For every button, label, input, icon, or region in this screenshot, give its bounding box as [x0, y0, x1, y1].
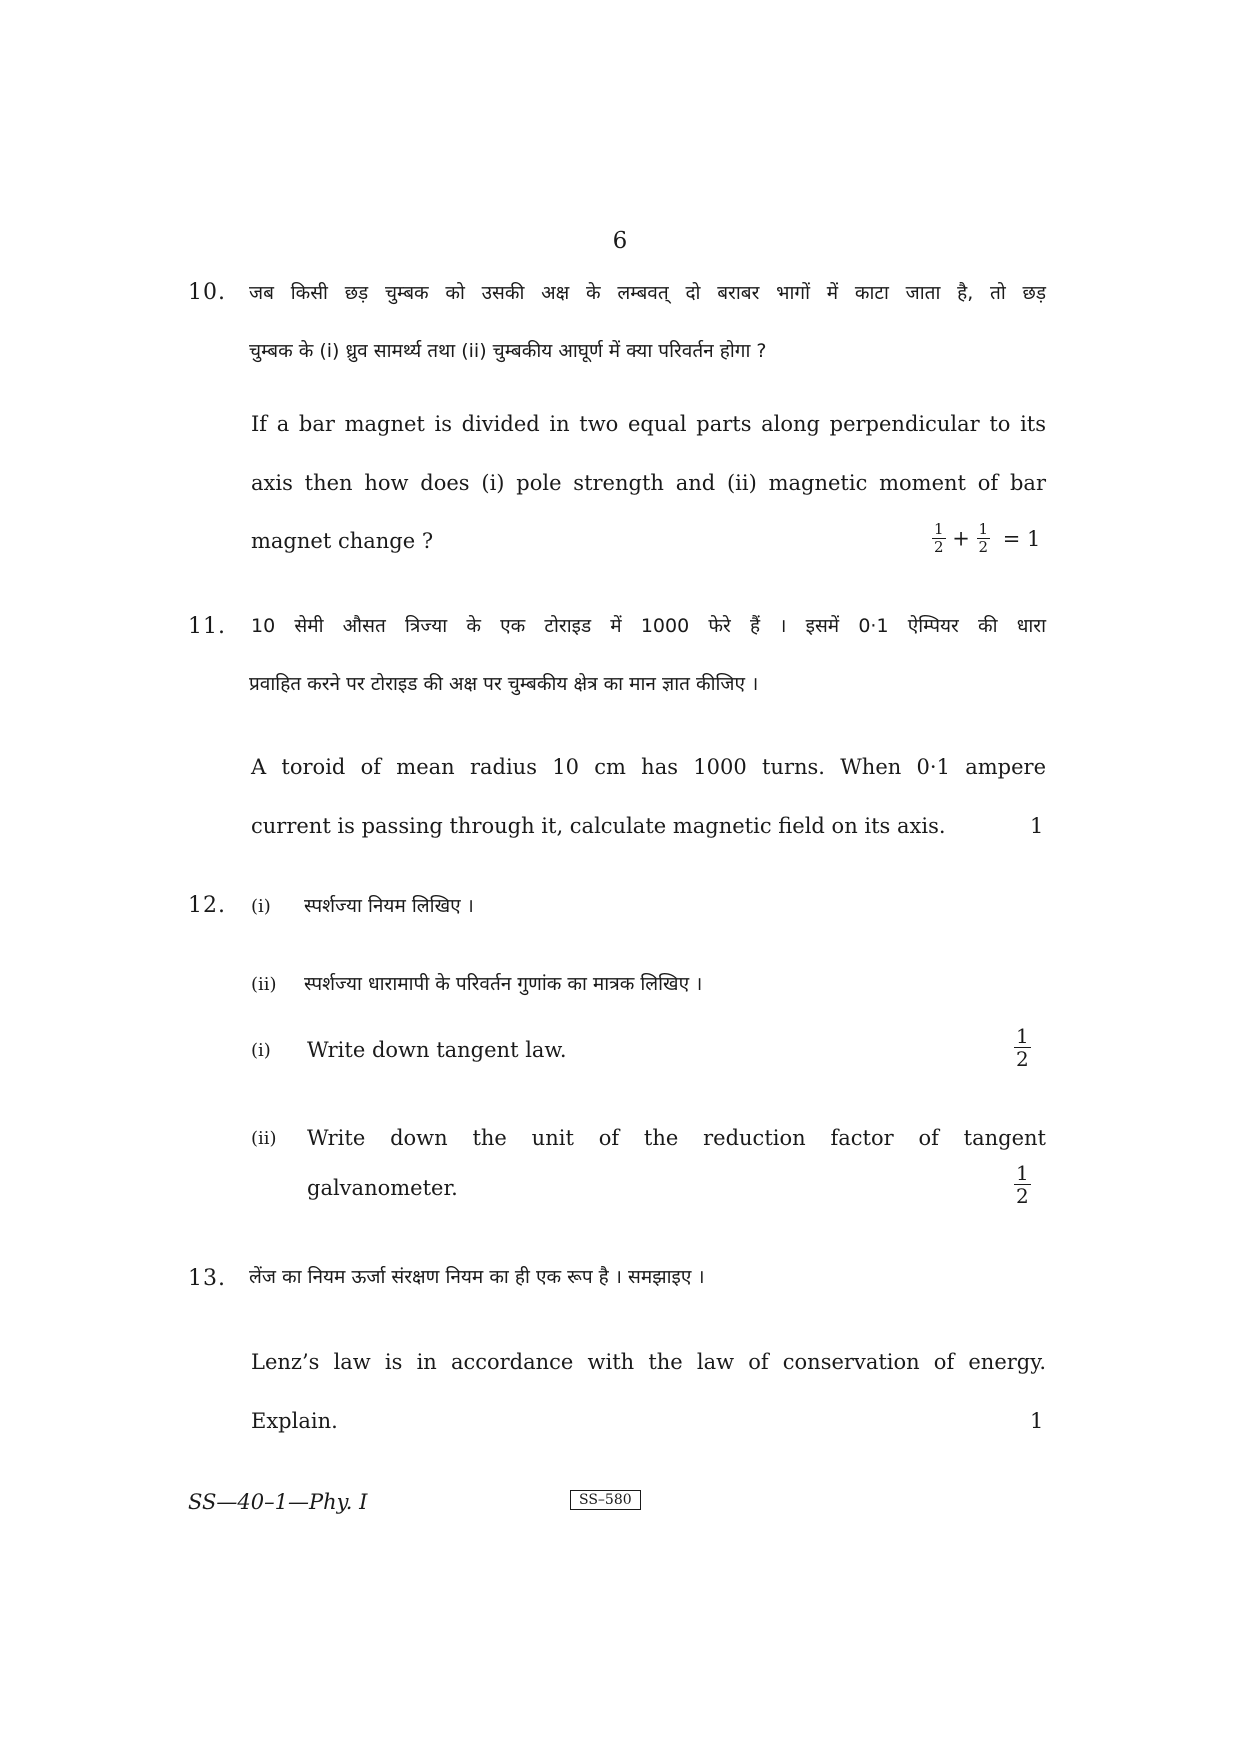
question-12-part-label: (i) — [251, 1040, 271, 1061]
page-number: 6 — [612, 228, 628, 254]
question-12-part-i-hindi: स्पर्शज्या नियम लिखिए । — [304, 895, 474, 917]
marks-fraction: $\frac{1}{2}$ — [934, 520, 944, 556]
question-10-number: 10. — [188, 280, 226, 305]
question-12-part-ii-hindi: स्पर्शज्या धारामापी के परिवर्तन गुणांक का मात्रक लिखिए । — [304, 973, 703, 995]
marks-fraction: $\frac{1}{2}$ — [1016, 1161, 1029, 1208]
question-12-part-i-marks — [1014, 1026, 1031, 1069]
question-12-part-ii-english-line-2: galvanometer. — [307, 1176, 458, 1200]
question-13-number: 13. — [188, 1266, 226, 1291]
question-11-english-line-2: current is passing through it, calculate magnetic field on its axis. — [251, 814, 946, 838]
question-10-english-line-1: If a bar magnet is divided in two equal parts along perpendicular to its — [251, 412, 1046, 436]
paper-code: SS—40–1—Phy. I — [188, 1490, 368, 1514]
question-12-number: 12. — [188, 893, 226, 918]
question-13-hindi-line-1: लेंज का नियम ऊर्जा संरक्षण नियम का ही एक रूप है । समझाइए । — [249, 1266, 705, 1288]
question-12-part-ii-english-line-1: Write down the unit of the reduction factor of tangent — [307, 1126, 1046, 1150]
question-11-marks: 1 — [1030, 814, 1044, 838]
question-12-part-i-english: Write down tangent law. — [307, 1038, 567, 1062]
question-11-hindi-line-2: प्रवाहित करने पर टोराइड की अक्ष पर चुम्बकीय क्षेत्र का मान ज्ञात कीजिए । — [249, 673, 759, 695]
question-12-part-label: (ii) — [251, 974, 277, 995]
question-10-english-line-3: magnet change ? — [251, 529, 434, 553]
question-12-part-label: (ii) — [251, 1128, 277, 1149]
question-10-hindi-line-2: चुम्बक के (i) ध्रुव सामर्थ्य तथा (ii) चुम्बकीय आघूर्ण में क्या परिवर्तन होगा ? — [249, 340, 767, 362]
question-13-marks: 1 — [1030, 1409, 1044, 1433]
question-10-hindi-line-1: जब किसी छड़ चुम्बक को उसकी अक्ष के लम्बवत् दो बराबर भागों में काटा जाता है, तो छड़ — [249, 282, 1046, 304]
question-12-part-ii-marks — [1014, 1163, 1031, 1206]
marks-fraction: $\frac{1}{2}$ — [1016, 1024, 1029, 1071]
question-13-english-line-2: Explain. — [251, 1409, 338, 1433]
question-10-english-line-2: axis then how does (i) pole strength and (ii) magnetic moment of bar — [251, 471, 1046, 495]
marks-fraction: $\frac{1}{2}$ — [978, 520, 989, 556]
marks-plus: + — [952, 526, 970, 551]
question-10-marks — [932, 522, 1040, 555]
marks-total: = 1 — [1002, 526, 1041, 551]
question-12-part-label: (i) — [251, 896, 271, 917]
question-11-english-line-1: A toroid of mean radius 10 cm has 1000 turns. When 0·1 ampere — [251, 755, 1046, 779]
question-13-english-line-1: Lenz’s law is in accordance with the law of conservation of energy. — [251, 1350, 1046, 1374]
question-11-number: 11. — [188, 614, 226, 639]
booklet-code-box: SS–580 — [570, 1490, 641, 1510]
question-11-hindi-line-1: 10 सेमी औसत त्रिज्या के एक टोराइड में 1000 फेरे हैं । इसमें 0·1 ऐम्पियर की धारा — [251, 615, 1046, 637]
